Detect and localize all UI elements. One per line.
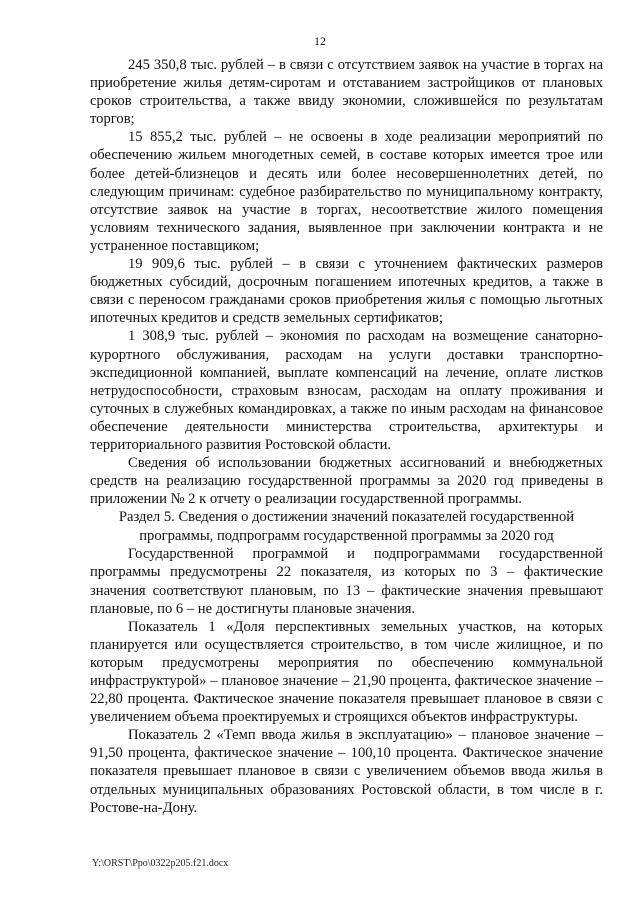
section-title-line-2: программы, подпрограмм государственной программы за 2020 год [139, 527, 554, 544]
paragraph-8: Показатель 2 «Темп ввода жилья в эксплуатацию» – плановое значение – 91,50 процента, фактическое значение – 100,10 процента. Фактическое значение показателя превышает плановое в связи с увеличением объемов ввода жилья в отдельных муниципальных образованиях Ростовской области, в том числе в г. Ростове-на-Дону. [90, 727, 603, 816]
section-title-line-1: Раздел 5. Сведения о достижении значений показателей государственной [118, 509, 575, 526]
paragraph-7: Показатель 1 «Доля перспективных земельных участков, на которых планируется или осуществляется строительство, в том числе жилищное, и по которым предусмотрены мероприятия по обеспечению коммунальной инфраструктурой» – плановое значение – 21,90 процента, фактическое значение – 22,80 процента. Фактическое значение показателя превышает плановое в связи с увеличением объема проектируемых и строящихся объектов инфраструктуры. [90, 618, 603, 726]
document-body [90, 56, 603, 817]
paragraph-5: Сведения об использовании бюджетных ассигнований и внебюджетных средств на реализацию государственной программы за 2020 год приведены в приложении № 2 к отчету о реализации государственной программы. [90, 455, 603, 508]
file-path-footer: Y:\ORST\Ppo\0322p205.f21.docx [92, 858, 229, 869]
paragraph-4: 1 308,9 тыс. рублей – экономия по расходам на возмещение санаторно-курортного обслуживания, расходам на услуги доставки транспортно-экспедиционной компанией, выплате компенсаций на лечение, оплате листков нетрудоспособности, страховым взносам, расходам на оплату проживания и суточных в служебных командировках, а также по иным расходам на финансовое обеспечение деятельности министерства строительства, архитектуры и территориального развития Ростовской области. [90, 328, 603, 453]
paragraph-6: Государственной программой и подпрограммами государственной программы предусмотрены 22 показателя, из которых по 3 – фактические значения соответствуют плановым, по 13 – фактические значения превышают плановые, по 6 – не достигнуты плановые значения. [90, 546, 603, 617]
paragraph-3: 19 909,6 тыс. рублей – в связи с уточнением фактических размеров бюджетных субсидий, досрочным погашением ипотечных кредитов, а также в связи с переносом гражданами сроков приобретения жилья с помощью льготных ипотечных кредитов и средств земельных сертификатов; [90, 256, 603, 327]
paragraph-1: 245 350,8 тыс. рублей – в связи с отсутствием заявок на участие в торгах на приобретение жилья детям-сиротам и отставанием застройщиков от плановых сроков строительства, а также ввиду экономии, сложившейся по результатам торгов; [90, 57, 603, 128]
page-number: 12 [314, 34, 326, 48]
paragraph-2: 15 855,2 тыс. рублей – не освоены в ходе реализации мероприятий по обеспечению жильем многодетных семей, в составе которых имеется трое или более детей-близнецов и десять или более несовершеннолетних детей, по следующим причинам: судебное разбирательство по муниципальному контракту, отсутствие заявок на участие в торгах, несоответствие жилого помещения условиям технического задания, выявленное при заключении контракта и не устраненное поставщиком; [90, 129, 603, 254]
section-title [90, 508, 603, 545]
